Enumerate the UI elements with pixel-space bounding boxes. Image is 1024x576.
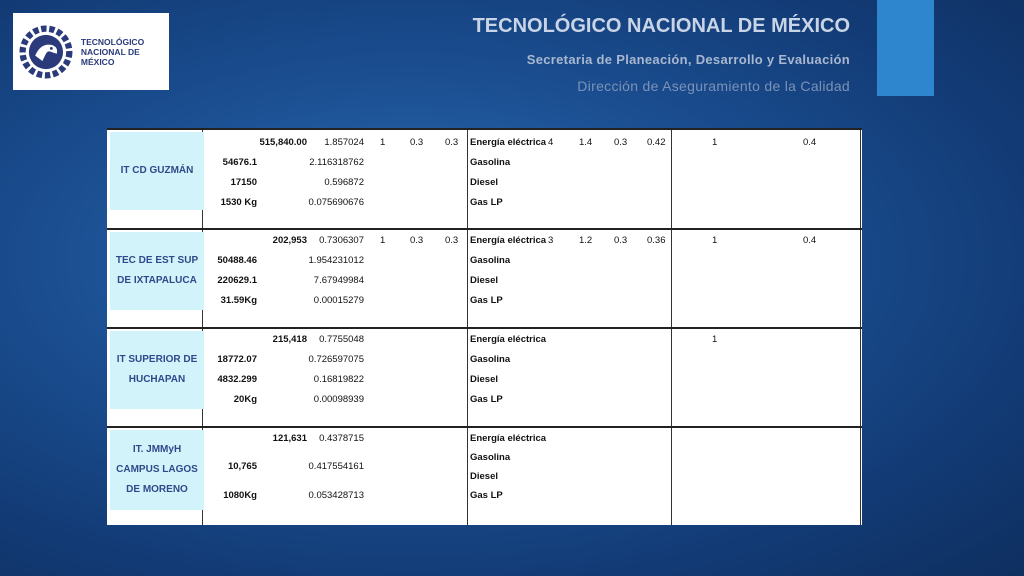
- weight-a: 1: [380, 137, 386, 148]
- weight-b: 0.3: [614, 137, 628, 148]
- factor-value: 0.7306307: [319, 235, 364, 246]
- quantity-value: 1080Kg: [223, 490, 257, 501]
- quantity-value: 50488.46: [217, 255, 257, 266]
- table-row: [107, 128, 862, 226]
- fuel-label: Gasolina: [470, 255, 511, 266]
- page-subtitle-secondary: Dirección de Aseguramiento de la Calidad: [577, 78, 850, 94]
- factor-value: 0.075690676: [308, 197, 364, 208]
- fuel-label: Energía eléctrica: [470, 433, 547, 444]
- factor-value: 0.596872: [324, 177, 364, 188]
- factor-value: 0.417554161: [308, 461, 364, 472]
- weight-b: 1.4: [579, 137, 593, 148]
- score-d: 0.4: [803, 137, 817, 148]
- table-row: [107, 426, 862, 525]
- weight-b: 0.36: [647, 235, 666, 246]
- table-row: [107, 228, 862, 326]
- factor-value: 7.67949984: [313, 275, 364, 286]
- institution-name: IT. JMMyH CAMPUS LAGOS DE MORENO: [110, 430, 204, 510]
- weight-b: 4: [548, 137, 554, 148]
- fuel-label: Diesel: [470, 177, 498, 188]
- weight-a: 0.3: [445, 235, 459, 246]
- quantity-value: 1530 Kg: [220, 197, 257, 208]
- score-c: 1: [712, 137, 718, 148]
- weight-a: 0.3: [410, 137, 424, 148]
- factor-value: 0.726597075: [308, 354, 364, 365]
- page-subtitle: Secretaria de Planeación, Desarrollo y Evaluación: [526, 52, 850, 67]
- fuel-label: Gas LP: [470, 295, 503, 306]
- factor-value: 0.053428713: [308, 490, 364, 501]
- institution-name: IT SUPERIOR DE HUCHAPAN: [110, 331, 204, 409]
- total-value: 515,840.00: [259, 137, 307, 148]
- factor-value: 0.4378715: [319, 433, 364, 444]
- factor-value: 1.857024: [324, 137, 364, 148]
- factor-value: 1.954231012: [308, 255, 364, 266]
- fuel-label: Gas LP: [470, 197, 503, 208]
- quantity-value: 220629.1: [217, 275, 257, 286]
- fuel-label: Diesel: [470, 275, 498, 286]
- weight-a: 0.3: [410, 235, 424, 246]
- quantity-value: 4832.299: [217, 374, 257, 385]
- score-c: 1: [712, 235, 718, 246]
- factor-value: 0.00098939: [313, 394, 364, 405]
- total-value: 202,953: [272, 235, 307, 246]
- quantity-value: 17150: [230, 177, 257, 188]
- institution-name: TEC DE EST SUP DE IXTAPALUCA: [110, 232, 204, 310]
- weight-b: 0.42: [647, 137, 666, 148]
- fuel-label: Energía eléctrica: [470, 334, 547, 345]
- fuel-label: Gas LP: [470, 394, 503, 405]
- fuel-label: Energía eléctrica: [470, 137, 547, 148]
- factor-value: 2.116318762: [309, 157, 364, 168]
- total-value: 121,631: [272, 433, 307, 444]
- fuel-label: Gasolina: [470, 157, 511, 168]
- fuel-label: Diesel: [470, 374, 498, 385]
- quantity-value: 54676.1: [222, 157, 257, 168]
- fuel-label: Diesel: [470, 471, 498, 482]
- factor-value: 0.00015279: [313, 295, 364, 306]
- score-d: 0.4: [803, 235, 817, 246]
- fuel-label: Energía eléctrica: [470, 235, 547, 246]
- eagle-gear-emblem-icon: [19, 23, 73, 81]
- quantity-value: 20Kg: [233, 394, 257, 405]
- table-row: [107, 327, 862, 425]
- weight-b: 1.2: [579, 235, 593, 246]
- quantity-value: 31.59Kg: [220, 295, 257, 306]
- fuel-label: Gasolina: [470, 452, 511, 463]
- total-value: 215,418: [272, 334, 307, 345]
- weight-a: 0.3: [445, 137, 459, 148]
- accent-bar: [877, 0, 934, 96]
- weight-a: 1: [380, 235, 386, 246]
- fuel-label: Gas LP: [470, 490, 503, 501]
- institution-name: IT CD GUZMÁN: [110, 132, 204, 210]
- page-title: TECNOLÓGICO NACIONAL DE MÉXICO: [472, 15, 850, 37]
- quantity-value: 18772.07: [217, 354, 257, 365]
- tecnm-logo: [13, 13, 169, 90]
- weight-b: 0.3: [614, 235, 628, 246]
- score-c: 1: [712, 334, 718, 345]
- data-table: [107, 128, 862, 525]
- quantity-value: 10,765: [227, 461, 257, 472]
- logo-text: TECNOLÓGICO NACIONAL DE MÉXICO: [80, 36, 145, 67]
- fuel-label: Gasolina: [470, 354, 511, 365]
- factor-value: 0.16819822: [313, 374, 364, 385]
- weight-b: 3: [548, 235, 554, 246]
- factor-value: 0.7755048: [319, 334, 364, 345]
